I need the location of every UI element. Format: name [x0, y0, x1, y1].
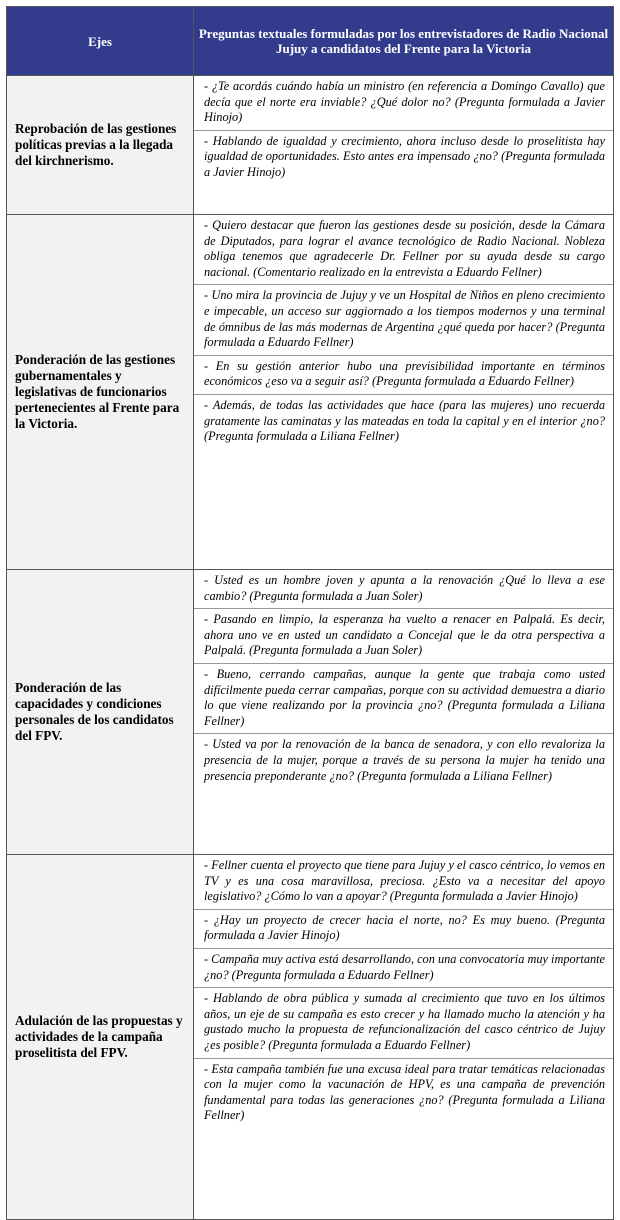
interview-questions-table [6, 6, 614, 1220]
question-item: - Hablando de obra pública y sumada al crecimiento que tuvo en los últimos años, un eje de su campaña es esto crecer y ha llamado mucho la atención y ha gustado mucho la propuesta de refuncionalización del casco céntrico de Jujuy ¿es posible? (Pregunta formulada a Eduardo Fellner) [194, 988, 613, 1058]
eje-cell: Adulación de las propuestas y actividades de la campaña proselitista del FPV. [7, 855, 194, 1220]
question-item: - Además, de todas las actividades que hace (para las mujeres) uno recuerda gratamente las caminatas y las mateadas en toda la capital y en el interior ¿no? (Pregunta formulada a Liliana Fellner) [204, 397, 605, 444]
question-item: - Hablando de igualdad y crecimiento, ahora incluso desde lo proselitista hay igualdad de oportunidades. Esto antes era impensado ¿no? (Pregunta formulada a Javier Hinojo) [204, 133, 605, 179]
question-item: - Esta campaña también fue una excusa ideal para tratar temáticas relacionadas con la mujer como la vacunación de HPV, es una campaña de prevención fundamental para todas las generaciones ¿no? (Pregunta formulada a Liliana Fellner) [204, 1061, 605, 1123]
question-item: - Quiero destacar que fueron las gestiones desde su posición, desde la Cámara de Diputados, para lograr el avance tecnológico de Radio Nacional. Nobleza obliga tenemos que agradecerle Dr. Fellner por su ayuda desde su cargo nacional. (Comentario realizado en la entrevista a Eduardo Fellner) [194, 215, 613, 285]
questions-cell [194, 215, 614, 570]
questions-cell [194, 855, 614, 1220]
header-ejes: Ejes [7, 7, 194, 76]
question-item: - En su gestión anterior hubo una previsibilidad importante en términos económicos ¿eso va a seguir así? (Pregunta formulada a Eduardo Fellner) [194, 356, 613, 395]
question-item: - Usted es un hombre joven y apunta a la renovación ¿Qué lo lleva a ese cambio? (Pregunta formulada a Juan Soler) [194, 570, 613, 609]
questions-cell [194, 570, 614, 855]
question-item: - Pasando en limpio, la esperanza ha vuelto a renacer en Palpalá. Es decir, ahora uno ve en usted un candidato a Concejal que le da otra perspectiva a Palpalá. (Pregunta formulada a Juan Soler) [194, 609, 613, 664]
question-item: - Usted va por la renovación de la banca de senadora, y con ello revaloriza la presencia de la mujer, porque a través de su persona la mujer ha tenido una presencia preponderante ¿no? (Pregunta formulada a Liliana Fellner) [204, 737, 605, 783]
table-header-row [7, 7, 614, 76]
table-row [7, 570, 614, 855]
question-item: - ¿Hay un proyecto de crecer hacia el norte, no? Es muy bueno. (Pregunta formulada a Javier Hinojo) [194, 910, 613, 949]
question-item: - ¿Te acordás cuándo había un ministro (en referencia a Domingo Cavallo) que decía que el norte era inviable? ¿Qué dolor no? (Pregunta formulada a Javier Hinojo) [194, 76, 613, 131]
table-row [7, 76, 614, 215]
eje-cell: Ponderación de las gestiones gubernamentales y legislativas de funcionarios pertenecientes al Frente para la Victoria. [7, 215, 194, 570]
question-item: - Bueno, cerrando campañas, aunque la gente que trabaja como usted difícilmente pueda cerrar campañas, porque con su actividad demuestra a diario lo que viene realizando por la provincia ¿no? (Pregunta formulada a Liliana Fellner) [194, 664, 613, 734]
question-item: - Campaña muy activa está desarrollando, con una convocatoria muy importante ¿no? (Pregunta formulada a Eduardo Fellner) [194, 949, 613, 988]
question-item: - Uno mira la provincia de Jujuy y ve un Hospital de Niños en pleno crecimiento e impecable, un acceso sur aggiornado a los tiempos modernos y una terminal de ómnibus de las más modernas de Argentina ¿qué queda por hacer? (Pregunta formulada a Eduardo Fellner) [194, 285, 613, 355]
eje-cell: Ponderación de las capacidades y condiciones personales de los candidatos del FPV. [7, 570, 194, 855]
table-row [7, 215, 614, 570]
eje-cell: Reprobación de las gestiones políticas previas a la llegada del kirchnerismo. [7, 76, 194, 215]
question-item: - Fellner cuenta el proyecto que tiene para Jujuy y el casco céntrico, lo vemos en TV y es una cosa maravillosa, preciosa. ¿Esto va a necesitar del apoyo legislativo? ¿Cómo lo van a apoyar? (Pregunta formulada a Javier Hinojo) [194, 855, 613, 910]
questions-cell [194, 76, 614, 215]
table-row [7, 855, 614, 1220]
header-preguntas: Preguntas textuales formuladas por los entrevistadores de Radio Nacional Jujuy a candidatos del Frente para la Victoria [194, 7, 614, 76]
